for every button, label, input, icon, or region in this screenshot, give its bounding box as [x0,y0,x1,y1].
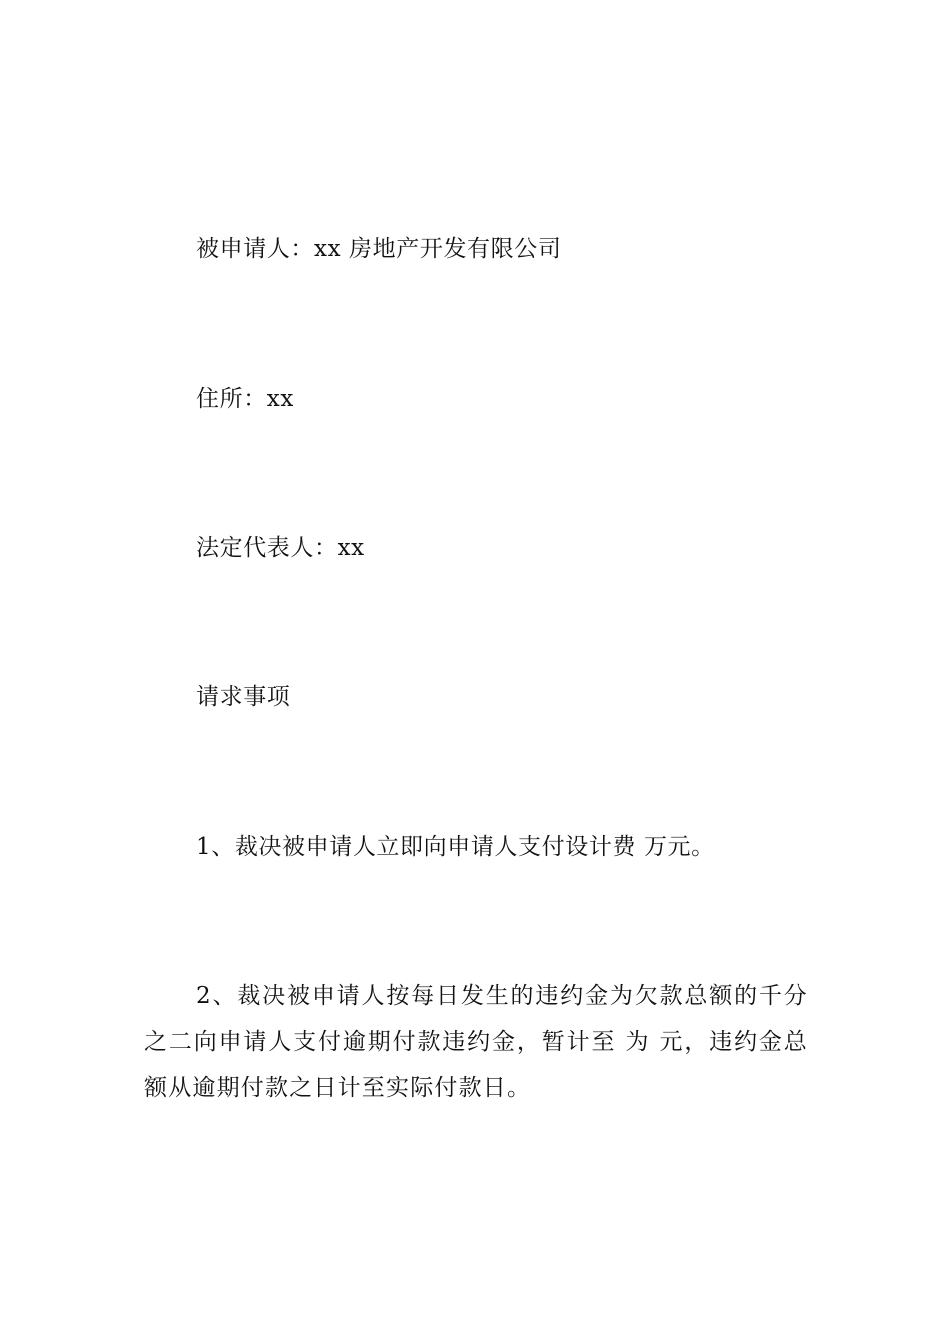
legal-representative-line: 法定代表人：xx [196,535,365,561]
claim-item-1: 1、裁决被申请人立即向申请人支付设计费 万元。 [196,834,715,860]
address-line: 住所：xx [196,386,294,412]
respondent-line: 被申请人：xx 房地产开发有限公司 [196,236,562,262]
claim-item-2: 2、裁决被申请人按每日发生的违约金为欠款总额的千分之二向申请人支付逾期付款违约金，暂计至 为 元，违约金总额从逾期付款之日计至实际付款日。 [144,983,808,1101]
claims-heading: 请求事项 [196,684,291,710]
